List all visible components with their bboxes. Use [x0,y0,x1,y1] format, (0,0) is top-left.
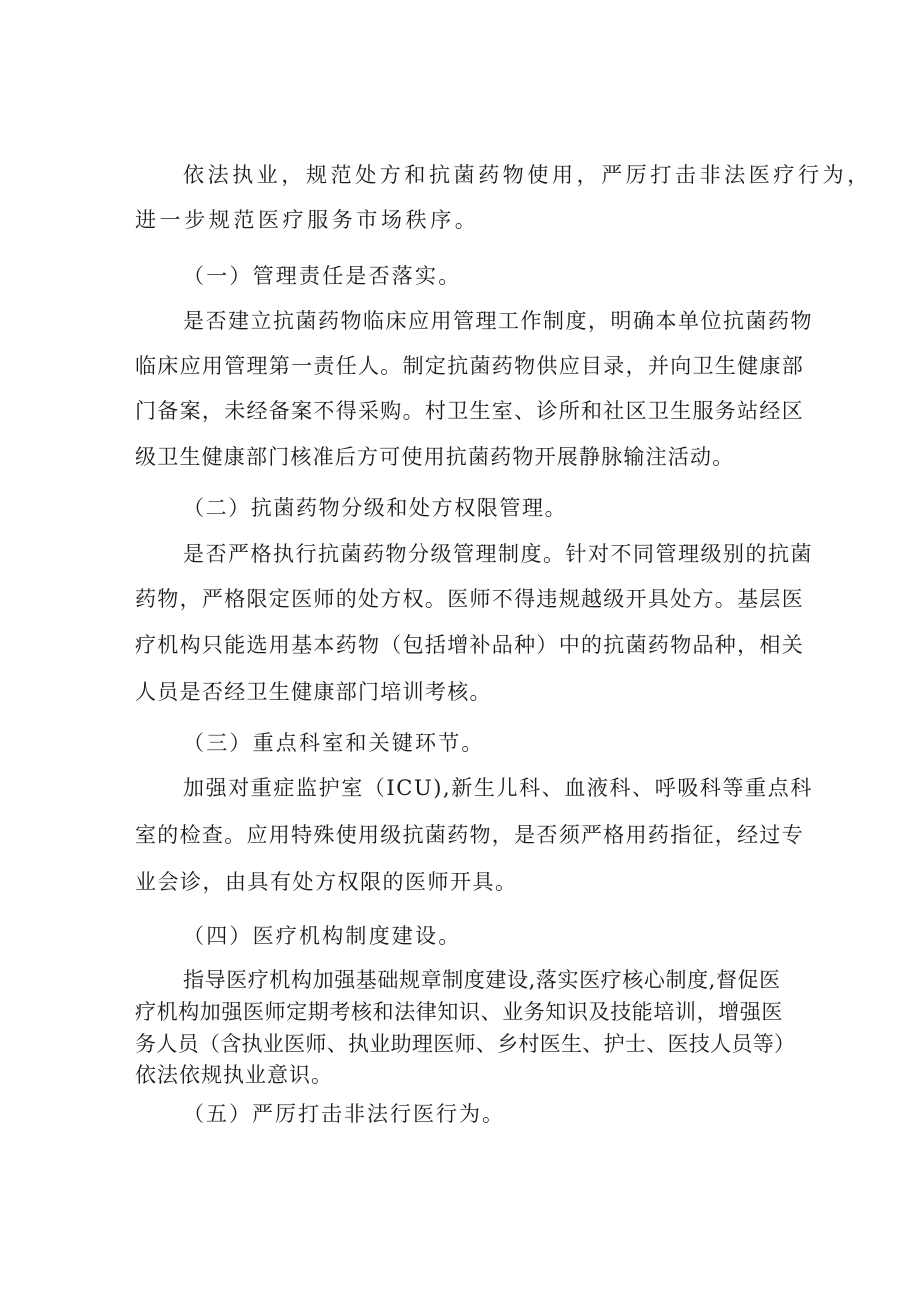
body-line: 业会诊，由具有处方权限的医师开具。 [135,870,518,894]
body-line: 级卫生健康部门核准后方可使用抗菌药物开展静脉输注活动。 [135,445,735,469]
body-line: 室的检查。应用特殊使用级抗菌药物，是否须严格用药指征，经过专 [135,823,804,847]
body-line: 依法执业，规范处方和抗菌药物使用，严厉打击非法医疗行为， [183,163,872,187]
body-line: 临床应用管理第一责任人。制定抗菌药物供应目录，并向卫生健康部 [135,354,804,378]
body-line: 人员是否经卫生健康部门培训考核。 [135,680,492,704]
body-line: 疗机构加强医师定期考核和法律知识、业务知识及技能培训，增强医 [135,1000,783,1024]
body-line: 务人员（含执业医师、执业助理医师、乡村医生、护士、医技人员等） [135,1032,796,1056]
section-heading-5: （五）严厉打击非法行医行为。 [183,1102,505,1126]
body-line: 加强对重症监护室（ICU),新生儿科、血液科、呼吸科等重点科 [183,776,813,800]
body-line: 进一步规范医疗服务市场秩序。 [135,208,480,232]
section-heading-1: （一）管理责任是否落实。 [183,264,462,288]
body-line: 是否严格执行抗菌药物分级管理制度。针对不同管理级别的抗菌 [183,542,813,566]
section-heading-4: （四）医疗机构制度建设。 [183,924,462,948]
body-line: 依法依规执业意识。 [135,1063,333,1087]
body-line: 是否建立抗菌药物临床应用管理工作制度，明确本单位抗菌药物 [183,309,813,333]
body-line: 药物，严格限定医师的处方权。医师不得违规越级开具处方。基层医 [135,587,804,611]
body-line: 指导医疗机构加强基础规章制度建设,落实医疗核心制度,督促医 [183,968,781,992]
section-heading-3: （三）重点科室和关键环节。 [183,731,485,755]
body-line: 疗机构只能选用基本药物（包括增补品种）中的抗菌药物品种，相关 [135,633,804,657]
section-heading-2: （二）抗菌药物分级和处方权限管理。 [183,496,568,520]
body-line: 门备案，未经备案不得采购。村卫生室、诊所和社区卫生服务站经区 [135,399,804,423]
